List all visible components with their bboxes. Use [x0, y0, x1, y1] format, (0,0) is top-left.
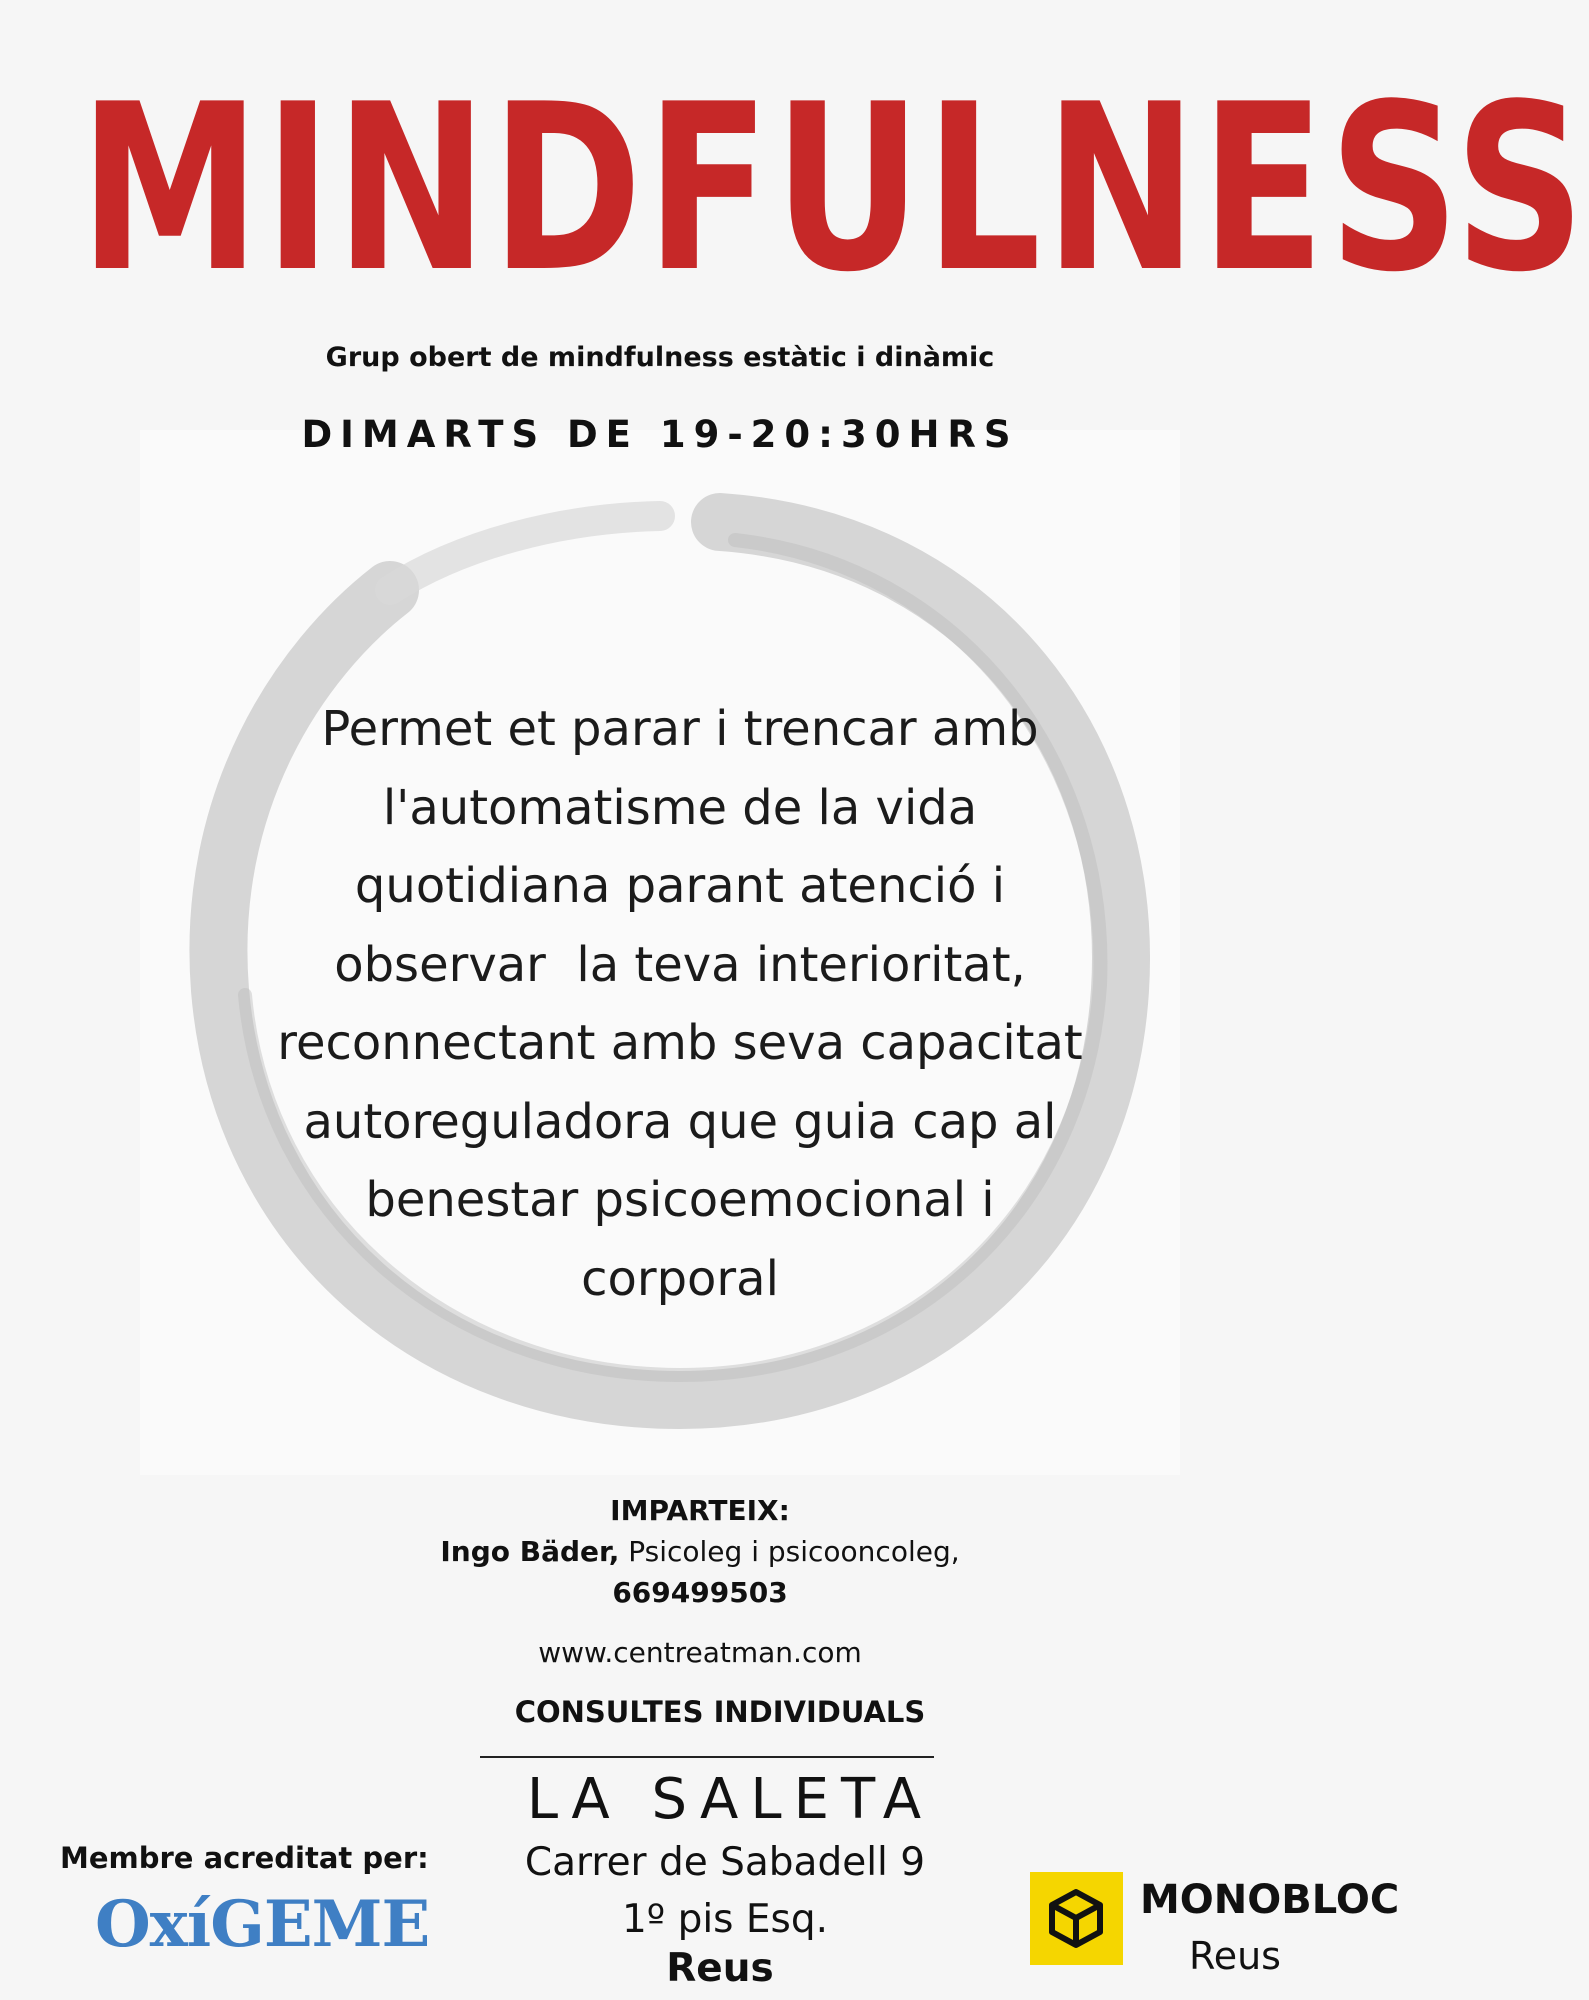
description-line: autoreguladora que guia cap al [303, 1093, 1057, 1150]
venue-street: Carrer de Sabadell 9 [524, 1840, 926, 1885]
description [200, 690, 1160, 1318]
monobloc-name: MONOBLOC [1140, 1877, 1400, 1923]
teacher-block [350, 1490, 1050, 1613]
venue-name: LA SALETA [526, 1767, 934, 1832]
cube-icon [1030, 1872, 1123, 1965]
website-link[interactable]: www.centreatman.com [538, 1636, 862, 1669]
description-line: Permet et parar i trencar amb [321, 701, 1039, 757]
schedule: DIMARTS DE 19-20:30HRS [301, 413, 1019, 456]
page-title: MINDFULNESS [79, 56, 1589, 323]
divider [480, 1756, 934, 1758]
teacher-phone[interactable]: 669499503 [612, 1576, 788, 1609]
description-line: observar la teva interioritat, [334, 936, 1026, 993]
description-line: quotidiana parant atenció i [354, 858, 1006, 914]
teacher-heading: IMPARTEIX: [610, 1494, 790, 1527]
teacher-name: Ingo Bäder, [440, 1535, 620, 1568]
description-line: reconnectant amb seva capacitat [277, 1015, 1083, 1071]
teacher-line [350, 1531, 1050, 1572]
consultes-label: CONSULTES INDIVIDUALS [514, 1695, 926, 1729]
description-line: corporal [581, 1250, 779, 1307]
venue-address [450, 1834, 1000, 1948]
monobloc-city: Reus [1189, 1934, 1281, 1978]
subtitle: Grup obert de mindfulness estàtic i dinàmic [325, 342, 995, 373]
description-line: benestar psicoemocional i [365, 1172, 995, 1228]
oxigeme-logo-text: OxíGEME [95, 1887, 430, 1962]
monobloc-logo [1030, 1872, 1123, 1965]
accreditation-label: Membre acreditat per: [60, 1841, 429, 1875]
description-line: l'automatisme de la vida [382, 779, 978, 836]
venue-floor: 1º pis Esq. [621, 1897, 828, 1942]
teacher-role: Psicoleg i psicooncoleg, [619, 1535, 960, 1568]
oxigeme-logo [95, 1887, 430, 1962]
venue-city: Reus [666, 1946, 774, 1991]
